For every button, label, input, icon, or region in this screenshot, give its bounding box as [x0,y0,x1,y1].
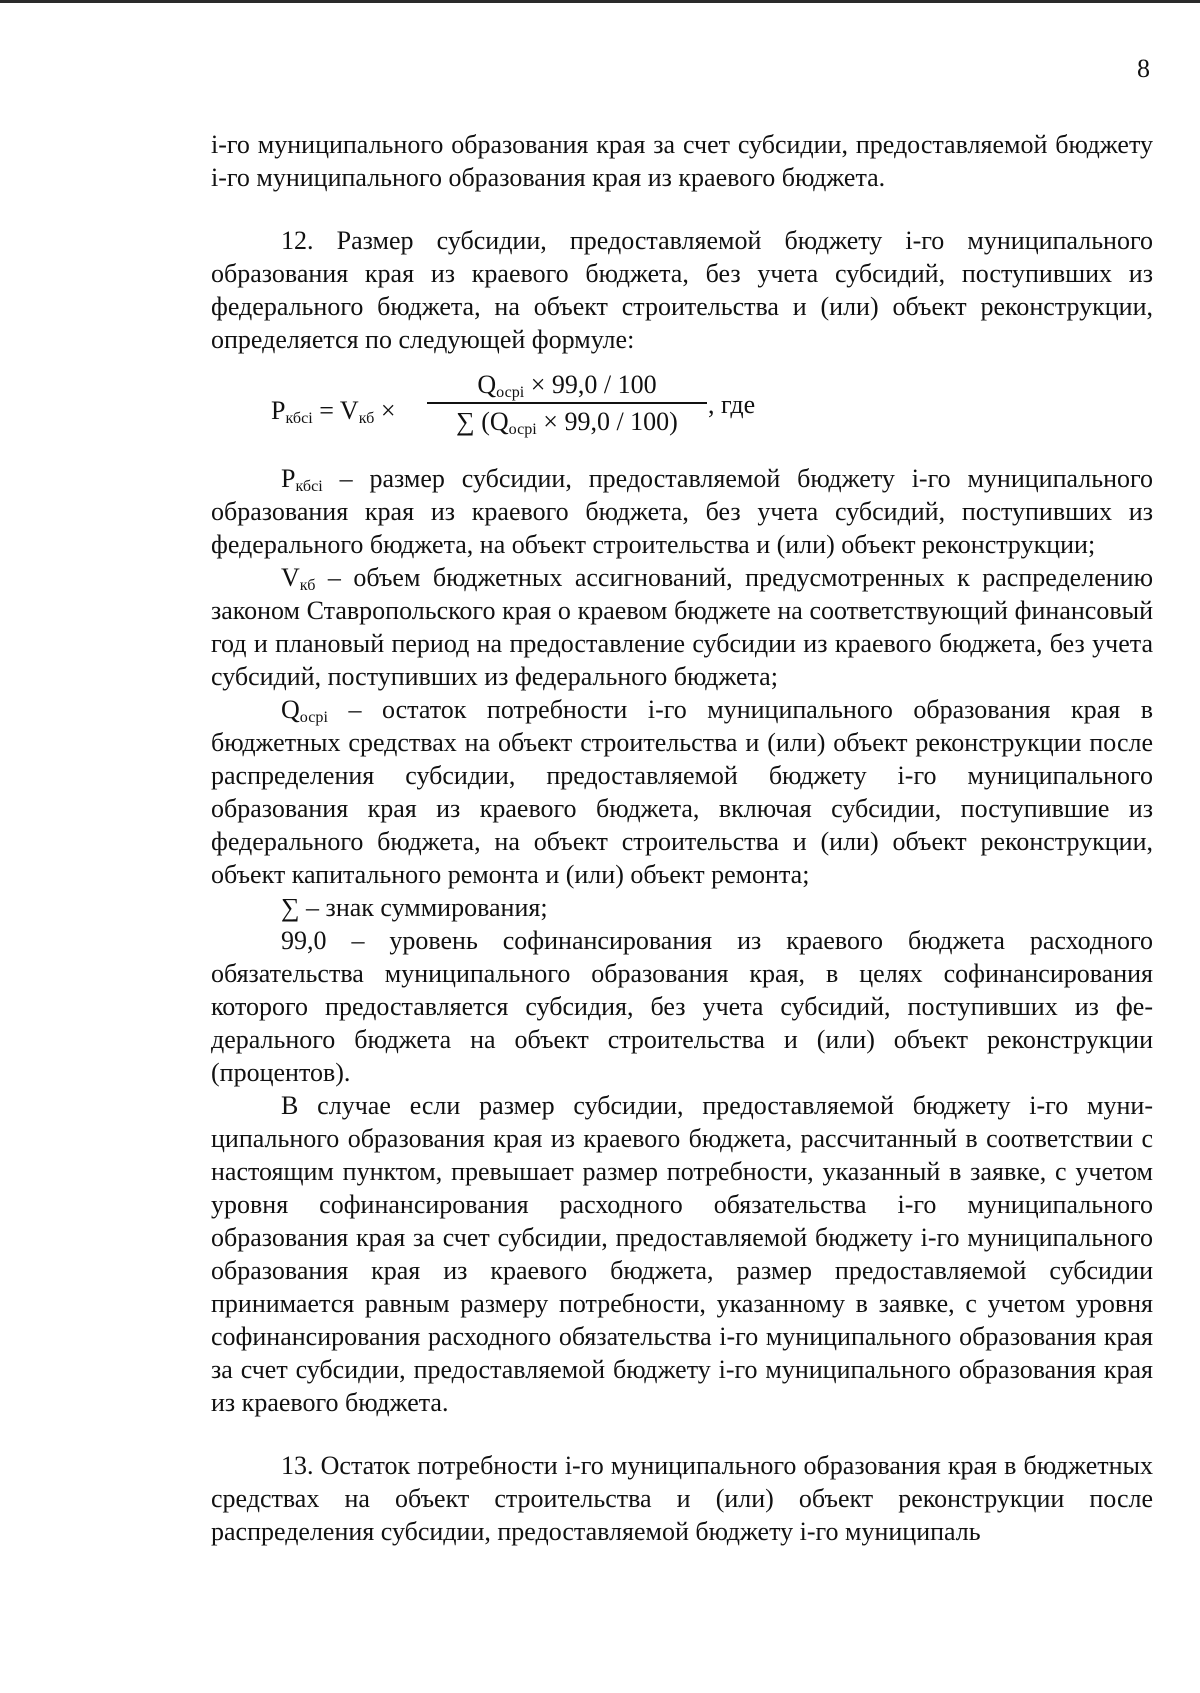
formula-fraction [427,370,707,438]
paragraph-subsidy-limit: В случае если размер субсидии, предоставляемой бюджету i-го муниципального образования края из краевого бюджета, рассчитанный в соответствии с настоящим пунктом, превышает размер потребности, указанный в заявке, с учетом уровня софинансирования расходного обязательства i-го муниципального образования края за счет субсидии, предоставляемой бюджету i-го муниципального образования края из краевого бюджета, размер предоставляемой субсидии принимается равным размеру потребности, указанному в заявке, с учетом уровня софинансирования расходного обязательства i-го муниципального образования края за счет субсидии, предоставляемой бюджету i-го муниципального образования края из краевого бюджета. [211,1091,1153,1417]
symbol-q: Q [281,695,300,724]
top-scan-edge [0,0,1200,3]
formula-where: , где [708,390,756,419]
page-number: 8 [1137,54,1150,83]
symbol-q-subscript: осрi [299,709,328,727]
document-body [211,128,1153,1548]
paragraph-13: 13. Остаток потребности i-го муниципального образования края в бюджетных средствах на объект строительства и (или) объект реконструкции после распределения субсидии, предоставляемой бюджету i-го муниципаль [211,1451,1153,1546]
symbol-v: V [281,563,300,592]
definition-v-kb: $V_{кб}$ – объем бюджетных ассигнований, предусмотренных к распределению законом Ставропольского края о краевом бюджете на соответствующий финансовый год и плановый период на предоставление субсидии из краевого бюджета, без учета субсидий, поступивших из федерального бюджета; [211,563,1153,691]
paragraph-12: 12. Размер субсидии, предоставляемой бюджету i-го муниципального образования края из краевого бюджета, без учета субсидий, поступивших из федерального бюджета, на объект строительства и (или) объект реконструкции, определяется по следующей формуле: [211,226,1153,354]
sigma-icon: ∑ [281,893,300,922]
formula-denominator: ∑ $(Q_{осрi} \times 99,0 / 100)$ [456,407,678,439]
definition-p-kbsi: $P_{кбсi}$ – размер субсидии, предоставляемой бюджету i-го муниципального образования края из краевого бюджета, без учета субсидий, поступивших из федерального бюджета, на объект строительства и (или) объект реконструкции; [211,464,1154,559]
symbol-p: P [281,464,296,493]
paragraph-continuation: i-го муниципального образования края за счет субсидии, предоставляемой бюджету i-го муниципального образования края из краевого бюджета. [211,130,1153,192]
definition-q-osri: $Q_{осрi}$ – остаток потребности i-го муниципального образования края в бюджетных средствах на объект строительства и (или) объект реконструкции после распределения субсидии, предоставляемой бюджету i-го муниципального образования края из краевого бюджета, включая субсидии, поступившие из федерального бюджета, на объект строительства и (или) объект реконструкции, объект капитального ремонта и (или) объект ремонта; [211,695,1153,889]
symbol-v-subscript: кб [299,577,316,595]
symbol-p-subscript: кбсi [295,478,323,496]
formula-numerator: $Q_{осрi} \times 99,0 / 100$ [427,370,707,404]
definition-cofinancing-level: 99,0 – уровень софинансирования из краевого бюджета расходного обязательства муниципального образования края, в целях софинансирования которого предоставляется субсидия, без учета субсидий, поступивших из федерального бюджета на объект строительства и (или) объект реконструкции (процентов). [211,926,1153,1087]
definition-sigma: ∑ – знак суммирования; [281,893,548,922]
formula-left-side: $P_{кбсi} = V_{кб}$ × [271,396,396,428]
subsidy-formula [211,370,1153,450]
